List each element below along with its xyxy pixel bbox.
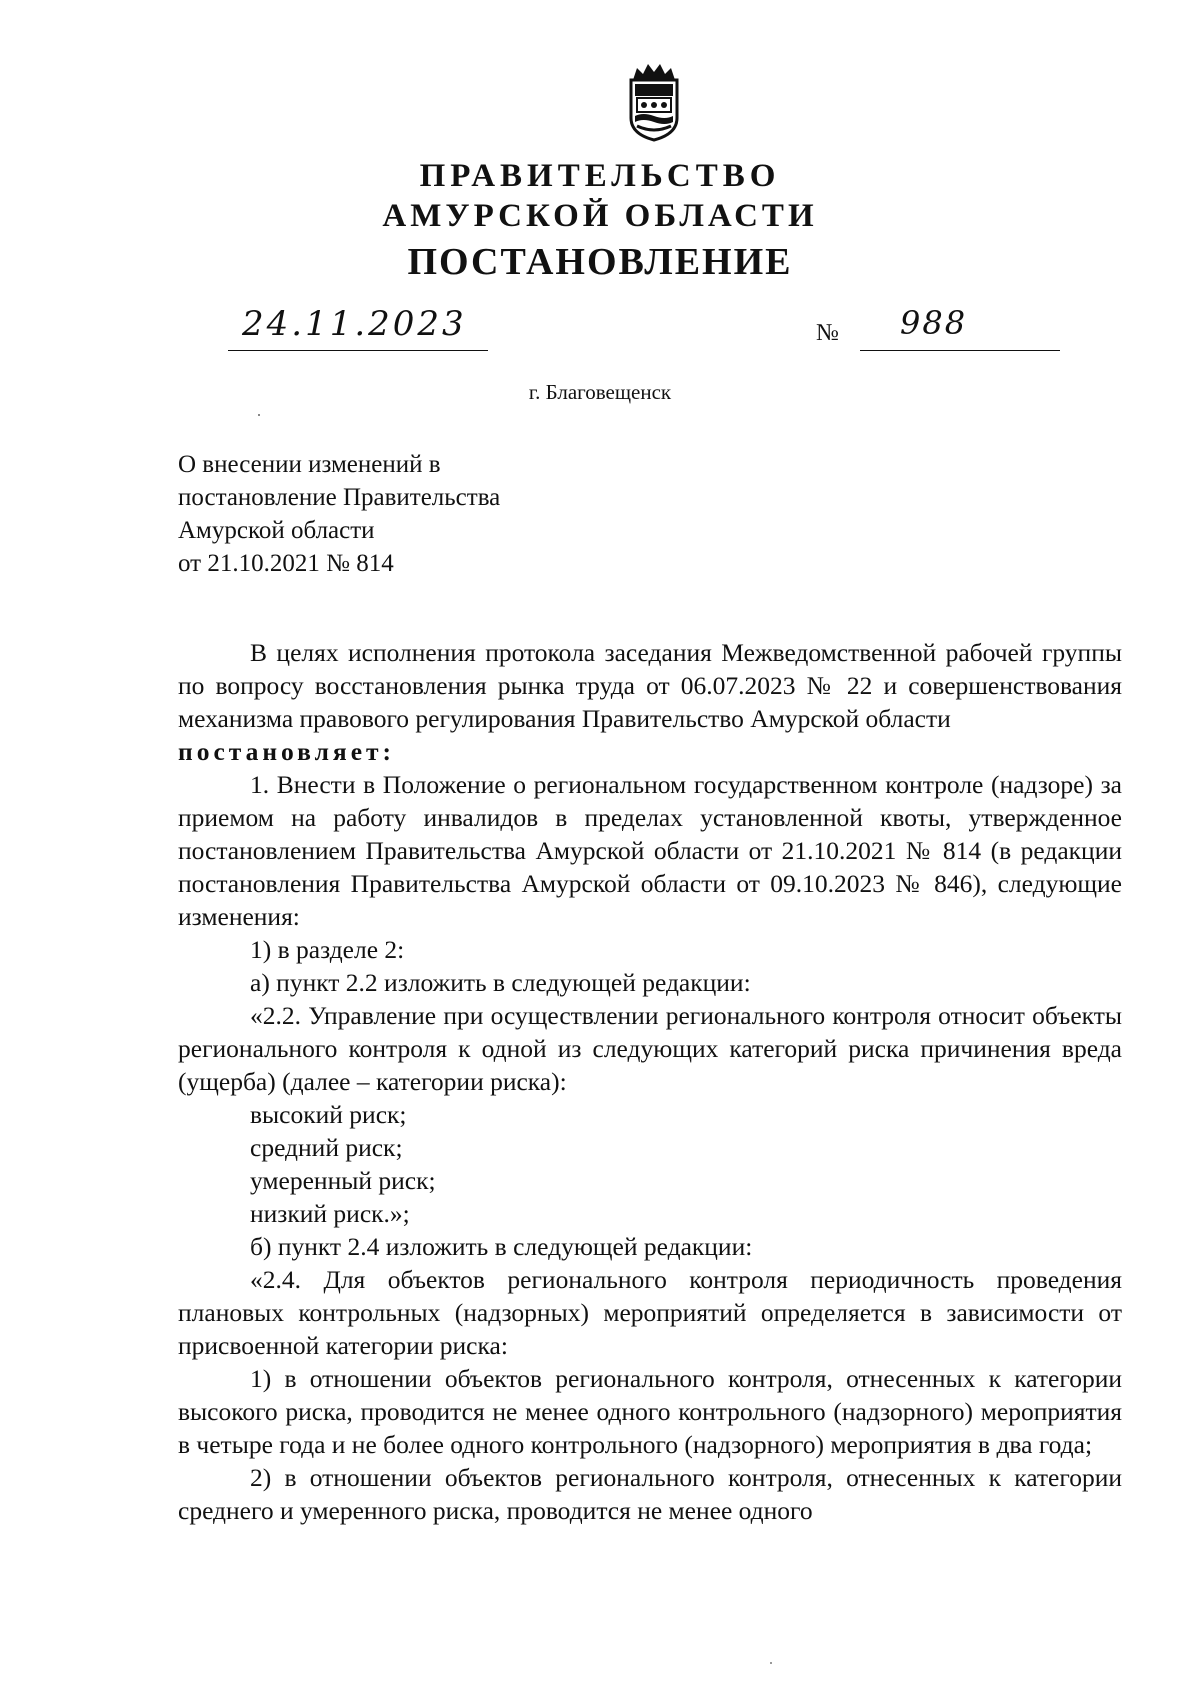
subitem-a: а) пункт 2.2 изложить в следующей редакции: (250, 968, 751, 997)
subitem-1: 1) в разделе 2: (250, 935, 405, 964)
scan-speck (258, 414, 260, 416)
subject-line: О внесении изменений в (178, 451, 441, 478)
risk-category-medium: средний риск; (250, 1133, 403, 1162)
decree-word: постановляет: (178, 737, 396, 766)
subject-line: Амурской области (178, 517, 375, 544)
subject-line: постановление Правительства (178, 484, 501, 511)
handwritten-date: 24.11.2023 (242, 304, 467, 344)
organization-name-line2: АМУРСКОЙ ОБЛАСТИ (382, 198, 818, 234)
handwritten-number: 988 (900, 304, 968, 342)
date-field (228, 300, 488, 351)
number-field (860, 300, 1060, 351)
preamble-paragraph: В целях исполнения протокола заседания Межведомственной рабочей группы по вопросу восстановления рынка труда от 06.07.2023 № 22 и совершенствования механизма правового регулирования Правительство Амурской области (178, 638, 1122, 733)
risk-category-low: низкий риск.»; (250, 1199, 410, 1228)
paragraph-2-4-item-1: 1) в отношении объектов регионального контроля, отнесенных к категории высокого риска, проводится не менее одного контрольного (надзорного) мероприятия в четыре года и не более одного контрольного (надзорного) мероприятия в два года; (178, 1364, 1122, 1459)
paragraph-2-2: «2.2. Управление при осуществлении регионального контроля относит объекты регионального контроля к одной из следующих категорий риска причинения вреда (ущерба) (далее – категории риска): (178, 1001, 1122, 1096)
organization-name-line1: ПРАВИТЕЛЬСТВО (419, 158, 781, 194)
document-type-title: ПОСТАНОВЛЕНИЕ (407, 241, 793, 283)
risk-category-high: высокий риск; (250, 1100, 407, 1129)
number-sign: № (816, 320, 839, 346)
paragraph-2-4-item-2: 2) в отношении объектов регионального контроля, отнесенных к категории среднего и умеренного риска, проводится не менее одного (178, 1463, 1122, 1525)
subject-line: от 21.10.2021 № 814 (178, 550, 394, 577)
document-subject (178, 448, 500, 580)
paragraph-2-4: «2.4. Для объектов регионального контроля периодичность проведения плановых контрольных (надзорных) мероприятий определяется в зависимости от присвоенной категории риска: (178, 1265, 1122, 1360)
coat-of-arms-icon (623, 60, 685, 142)
risk-category-moderate: умеренный риск; (250, 1166, 436, 1195)
subitem-b: б) пункт 2.4 изложить в следующей редакции: (250, 1232, 753, 1261)
scan-speck (770, 1662, 772, 1664)
item-1-paragraph: 1. Внести в Положение о региональном государственном контроле (надзоре) за приемом на работу инвалидов в пределах установленной квоты, утвержденное постановлением Правительства Амурской области от 21.10.2021 № 814 (в редакции постановления Правительства Амурской области от 09.10.2023 № 846), следующие изменения: (178, 770, 1122, 931)
document-body (178, 636, 1122, 1527)
city-name: г. Благовещенск (528, 380, 672, 404)
